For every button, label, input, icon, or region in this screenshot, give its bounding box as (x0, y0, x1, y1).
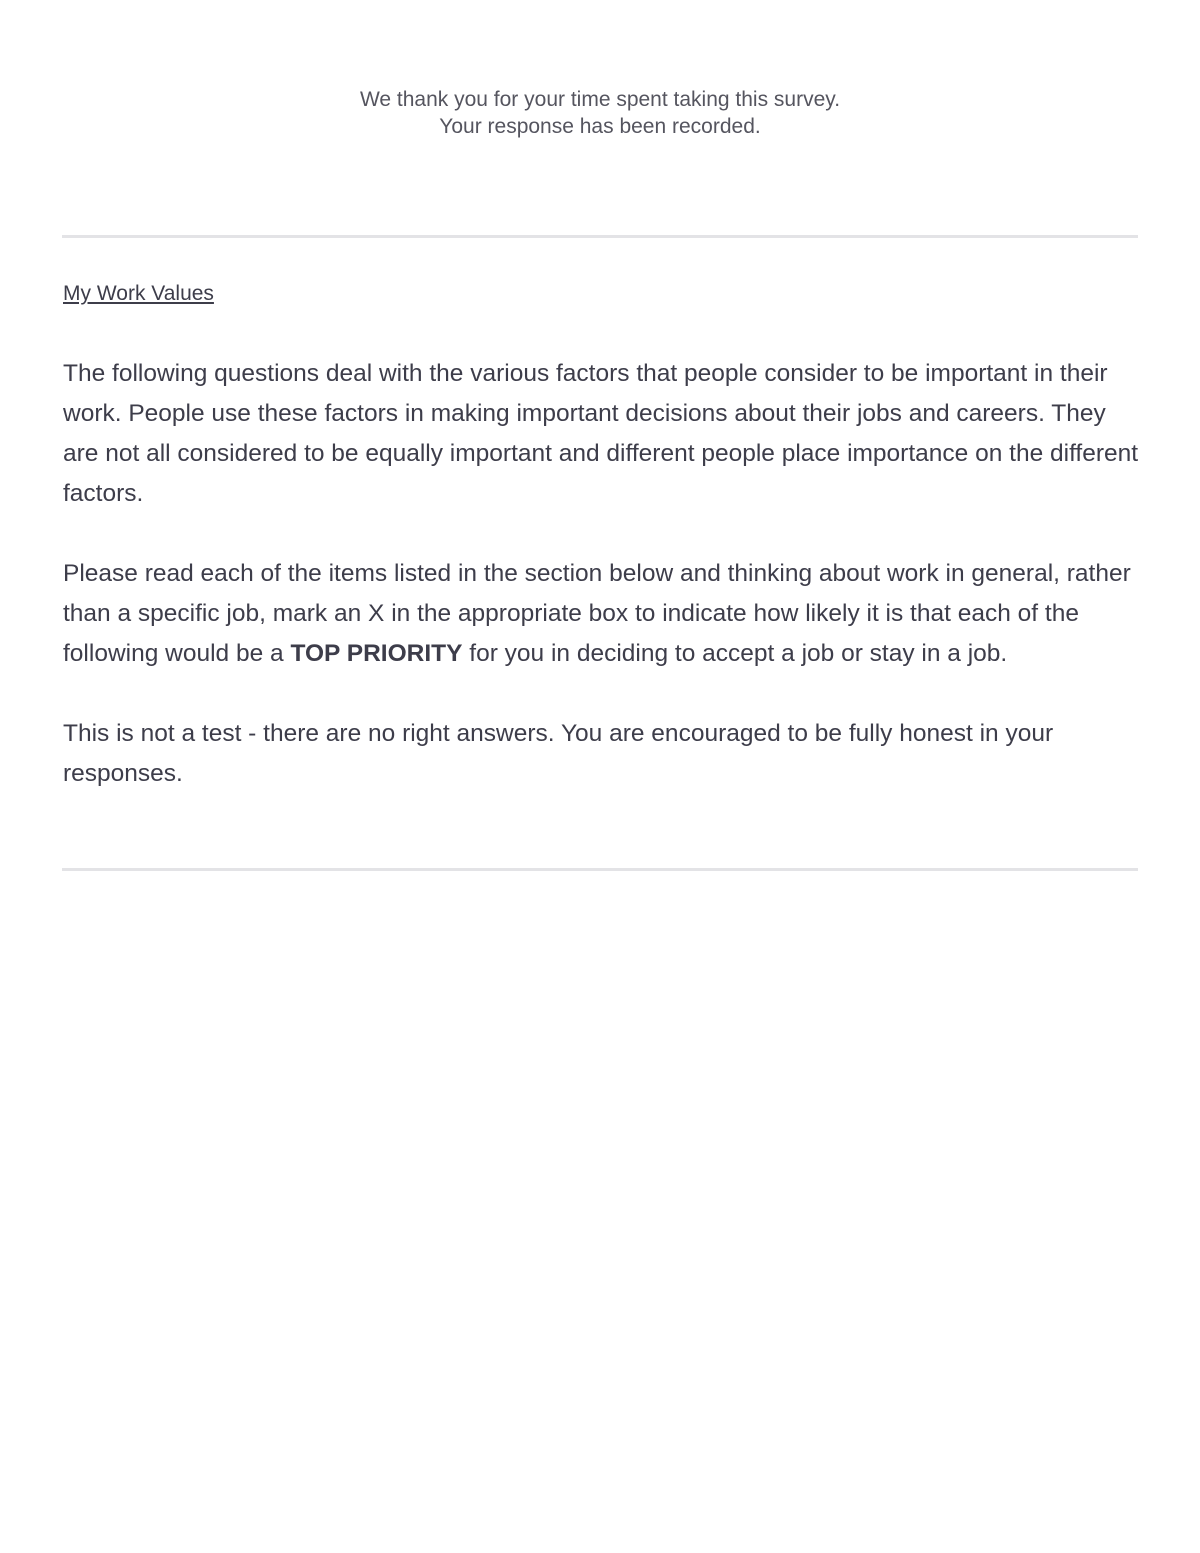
instructions-text-before: Please read each of the items listed in the section below and thinking about work in general, rather than a specific job, mark an X in the appropriate box to indicate how likely it is that each of the following would be a (63, 560, 1131, 667)
instructions-text-after: for you in deciding to accept a job or stay in a job. (462, 640, 1008, 667)
intro-paragraph: The following questions deal with the various factors that people consider to be important in their work. People use these factors in making important decisions about their jobs and careers. They are not all considered to be equally important and different people place importance on the different factors. (63, 360, 1139, 507)
work-values-section (63, 280, 1139, 834)
divider-top (62, 235, 1138, 238)
honesty-note-paragraph: This is not a test - there are no right answers. You are encouraged to be fully honest in your responses. (63, 720, 1054, 787)
confirmation-message (0, 86, 1200, 140)
confirmation-line-recorded: Your response has been recorded. (439, 115, 761, 138)
instructions-paragraph (63, 554, 1139, 674)
divider-bottom (62, 868, 1138, 871)
top-priority-emphasis: TOP PRIORITY (290, 640, 463, 667)
section-title: My Work Values (63, 282, 214, 305)
confirmation-line-thanks: We thank you for your time spent taking this survey. (359, 88, 841, 111)
